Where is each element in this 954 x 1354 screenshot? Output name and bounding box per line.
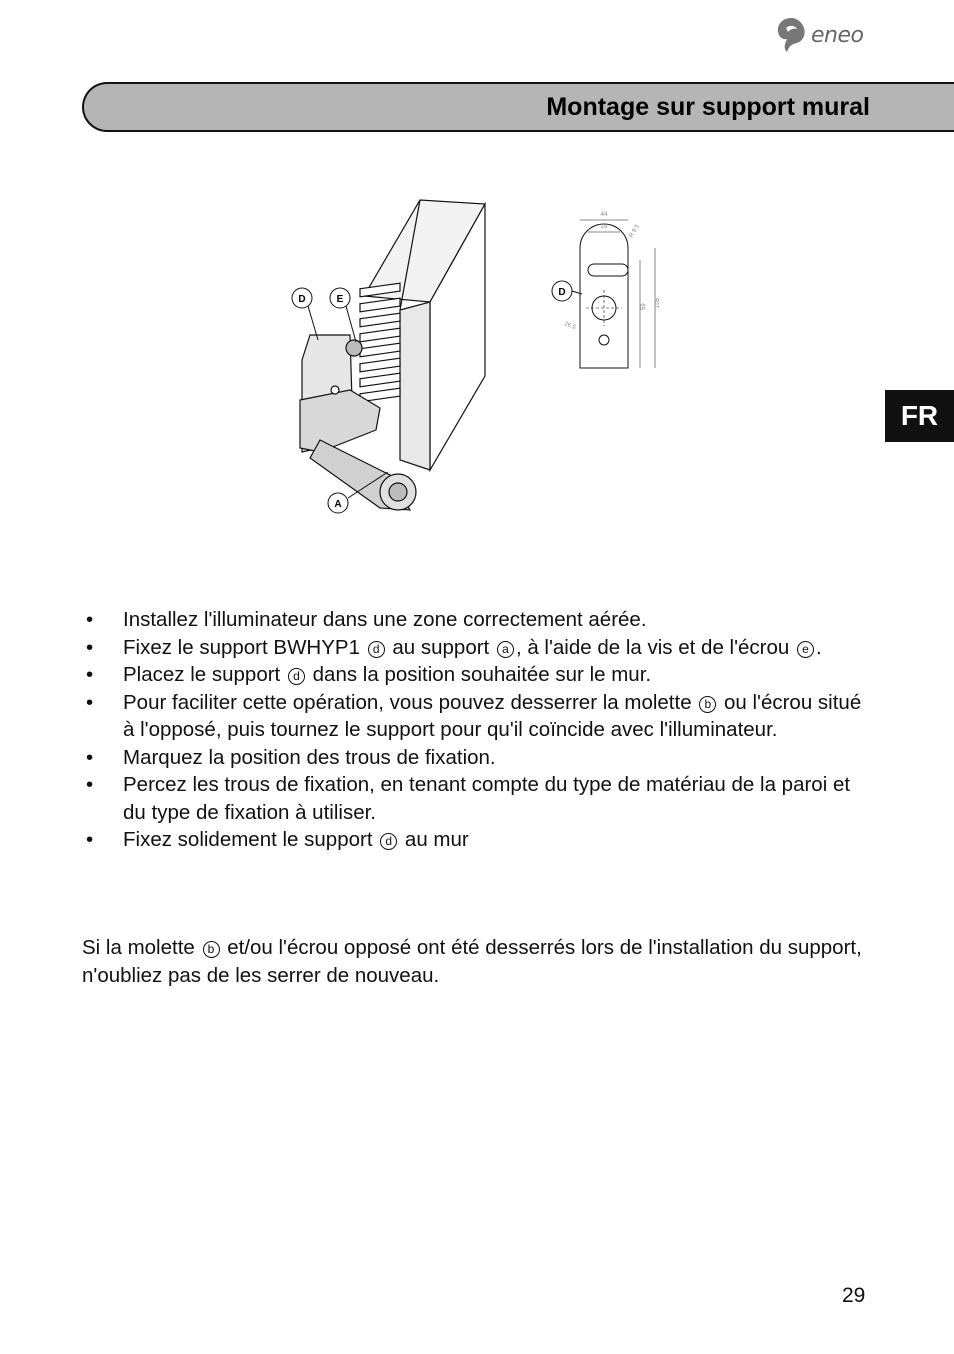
- text-run: .: [815, 635, 822, 659]
- text-run: et/ou l'écrou opposé ont été desserrés lors de l'installation du support, n'oubliez pas de les serrer de nouveau.: [82, 936, 862, 987]
- text-run: au support: [386, 635, 495, 659]
- dim-44: 44: [600, 212, 608, 218]
- callout-a-label: A: [334, 499, 342, 510]
- text-run: Marquez la position des trous de fixation.: [123, 745, 496, 769]
- text-run: au mur: [399, 828, 469, 851]
- bullet-symbol: •: [86, 745, 94, 769]
- brand-name: eneo: [811, 22, 864, 48]
- page-title: Montage sur support mural: [546, 93, 870, 121]
- text-run: Installez l'illuminateur dans une zone correctement aérée.: [123, 608, 647, 631]
- instruction-list: [86, 606, 876, 854]
- bullet-symbol: •: [86, 828, 94, 851]
- circled-letter: e: [797, 641, 814, 658]
- bullet-symbol: •: [86, 608, 94, 631]
- dim-59: 59: [641, 303, 647, 310]
- section-header: [82, 82, 954, 132]
- dim-26-5: 26.5: [563, 321, 577, 331]
- bullet-symbol: •: [86, 690, 94, 714]
- callout-e-label: E: [336, 294, 344, 305]
- circled-letter: d: [368, 641, 385, 658]
- circled-letter: b: [699, 696, 716, 713]
- circled-letter: d: [380, 833, 397, 850]
- dim-28: 28: [600, 224, 608, 230]
- language-tab: FR: [885, 390, 954, 442]
- note-paragraph: [82, 934, 882, 989]
- text-run: Pour faciliter cette opération, vous pouvez desserrer la molette: [123, 690, 698, 714]
- callout-d-left-label: D: [298, 294, 306, 305]
- bullet-symbol: •: [86, 773, 94, 796]
- text-run: , à l'aide de la vis et de l'écrou: [515, 635, 795, 659]
- bracket-dimension-drawing: [552, 220, 655, 368]
- circled-letter: d: [288, 668, 305, 685]
- bullet-symbol: •: [86, 635, 94, 659]
- dim-105: 105: [655, 297, 661, 308]
- list-item: [86, 771, 876, 826]
- callout-d-right-label: D: [558, 287, 566, 298]
- list-item: [86, 744, 876, 772]
- dim-r8: R 8.5: [628, 223, 641, 239]
- circled-letter: b: [203, 941, 220, 958]
- text-run: ou l'écrou situé à l'opposé, puis tournez le support pour qu'il coïncide avec l'illuminateur.: [123, 690, 862, 741]
- list-item: [86, 826, 876, 854]
- list-item: [86, 606, 876, 634]
- brand-logo: [775, 16, 863, 54]
- list-item: [86, 661, 876, 689]
- text-run: Placez le support: [123, 663, 286, 686]
- list-item: [86, 689, 876, 744]
- text-run: Percez les trous de fixation, en tenant compte du type de matériau de la paroi et du type de fixation à utiliser.: [123, 773, 851, 824]
- text-run: dans la position souhaitée sur le mur.: [306, 663, 652, 686]
- bullet-symbol: •: [86, 663, 94, 686]
- text-run: Fixez le support BWHYP1: [123, 635, 366, 659]
- text-run: Fixez solidement le support: [123, 828, 379, 851]
- page-number: 29: [842, 1284, 866, 1307]
- circled-letter: a: [497, 641, 514, 658]
- mounting-diagram: [280, 190, 700, 535]
- eneo-logo-icon: [775, 16, 807, 54]
- text-run: Si la molette: [82, 936, 201, 959]
- illuminator-drawing: [300, 200, 485, 510]
- list-item: [86, 634, 876, 662]
